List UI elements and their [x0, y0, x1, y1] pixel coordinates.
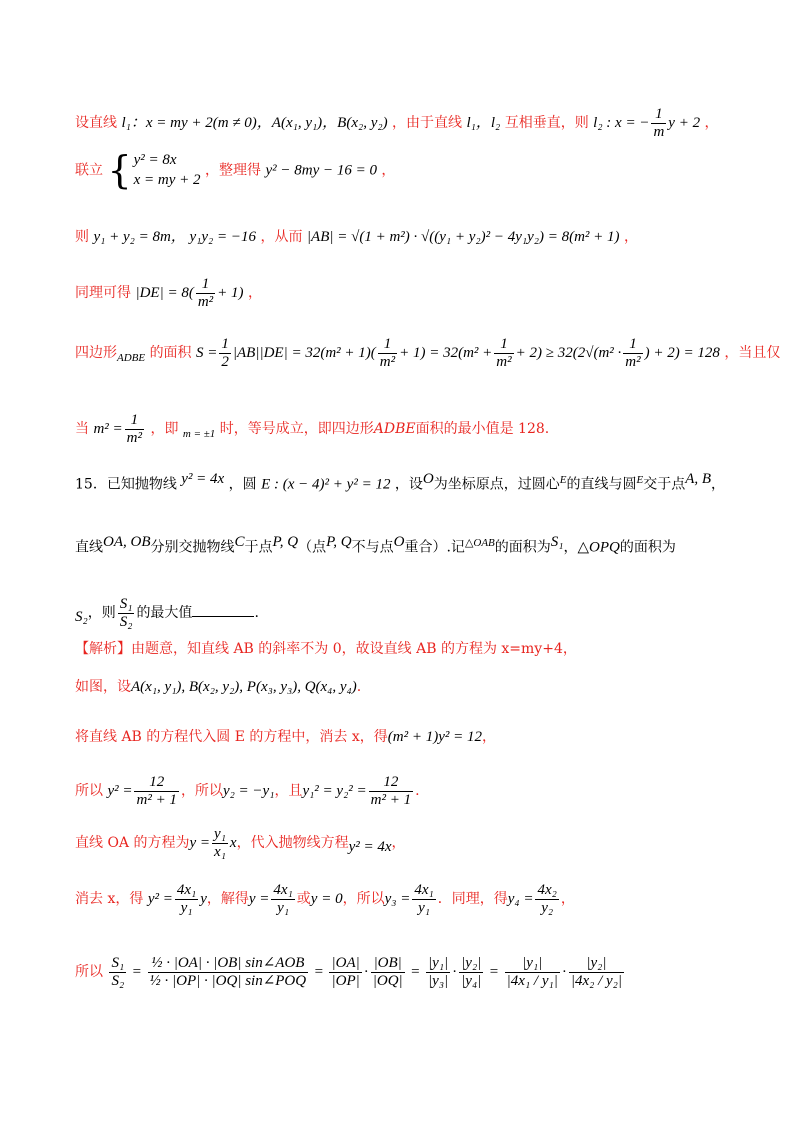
math-expr: l₁：x = my + 2(m ≠ 0)，A(x₁, y₁)，B(x₂, y₂) — [121, 115, 388, 131]
fraction: $\frac{1}{m}$ — [653, 106, 665, 140]
sol15-line5: 直线 OA 的方程为y = $\frac{\text{y₁}}{\text{x₁}}$ x，代入抛物线方程$_{y^2 = 4x}$， — [75, 826, 406, 860]
sol14-line3: 则 y₁ + y₂ = 8m， y₁y₂ = −16 ，从而 |AB| = √(1 + m²) · √((y₁ + y₂)² − 4y₁y₂) = 8(m² + 1) ， — [75, 229, 639, 245]
sol15-line2: 如图，设A(x₁, y₁), B(x₂, y₂), P(x₃, y₃), Q(x₄, y₄). — [75, 679, 362, 695]
sol15-line7: 所以 $\frac{\text{S₁}}{\text{S₂}}$ = $\frac{\text{½ · |OA| · |OB| sin∠AOB}}{\text{½ · |OP| · |OQ| sin∠POQ}}$ = $\frac{|OA|}{|OP|}$ · $\frac{|OB|}{|OQ|}$ = $\frac{\text{|y₁|}}{\text{|y₃|}}$ · $\frac{\text{|y₂|}}{\text{|y₄|}}$ = $\frac{\text{|y₁|}}{\text{|4x₁ / y₁|}}$ · $\frac{\text{|y₂|}}{\text{|4x₂ / y₂|}}$ — [75, 955, 622, 989]
sol15-line4: 所以 y² = $\frac{12}{\text{m² + 1}}$ ，所以y₂ = −y₁，且y₁² = y₂² = $\frac{12}{\text{m² + 1}}$ . — [75, 774, 420, 808]
sol14-line6: 当 m² = $\frac{1}{\text{m²}}$ ，即 $_{m = \pm 1}$ 时，等号成立，即四边形ADBE面积的最小值是 128. — [75, 412, 550, 446]
brace: { — [107, 148, 132, 193]
sol15-line6: 消去 x，得 y² = $\frac{\text{4x₁}}{\text{y₁}}$ y，解得y = $\frac{\text{4x₁}}{\text{y₁}}$ 或y = 0，所以y₃ = $\frac{\text{4x₁}}{\text{y₁}}$ ．同理，得y₄ = $\frac{\text{4x₂}}{\text{y₂}}$ ， — [75, 882, 575, 916]
sol14-line4: 同理可得 |DE| = 8( $\frac{1}{\text{m²}}$ + 1) ， — [75, 276, 262, 310]
sol15-line3: 将直线 AB 的方程代入圆 E 的方程中，消去 x，得(m² + 1)y² = 12， — [75, 729, 496, 745]
q15-line1: 15．已知抛物线 $^{y^2 = 4x}$ ，圆 E : (x − 4)² + y² = 12 ，设$^O$为坐标原点，过圆心$^E$的直线与圆$^E$交于点$^{A, B}$， — [75, 471, 726, 493]
answer-blank — [192, 616, 254, 617]
big-fraction: $\frac{\text{½ · |OA| · |OB| sin∠AOB}}{\text{½ · |OP| · |OQ| sin∠POQ}}$ — [149, 955, 307, 989]
equation-system: y² = 8x x = my + 2 — [133, 152, 201, 189]
q15-line3: $_{S_2}$，则 $\frac{\text{S₁}}{\text{S₂}}$ 的最大值 . — [75, 596, 259, 630]
sol15-line1: 【解析】由题意，知直线 AB 的斜率不为 0，故设直线 AB 的方程为 x=my+4， — [75, 641, 577, 657]
q15-line2: 直线$^{OA, OB}$分别交抛物线$^C$于点$^{P, Q}$（点$^{P, Q}$不与点$^O$重合）.记$^{\triangle OAB}$的面积为$^{S_1}$，△OPQ的面积为 — [75, 534, 676, 556]
fraction: $\frac{1}{\text{m²}}$ — [197, 276, 214, 310]
sol14-line2: 联立 { y² = 8x x = my + 2 ，整理得 y² − 8my − 16 = 0 ， — [75, 148, 396, 193]
fraction: $\frac{\text{S₁}}{\text{S₂}}$ — [119, 596, 133, 630]
sol14-line5: 四边形$_{ADBE}$ 的面积 S = $\frac{1}{2}$ |AB||DE| = 32(m² + 1)( $\frac{1}{\text{m²}}$ + 1) = 32(m² + $\frac{1}{\text{m²}}$ + 2) ≥ 32(2√(m² · $\frac{1}{\text{m²}}$ ) + 2) = 128 ，当且仅 — [75, 336, 781, 370]
sol14-line1: 设直线 l₁：x = my + 2(m ≠ 0)，A(x₁, y₁)，B(x₂, y₂) ，由于直线 l₁，l₂ 互相垂直，则 l₂ : x = − $\frac{1}{m}$ y + 2 ， — [75, 106, 719, 140]
